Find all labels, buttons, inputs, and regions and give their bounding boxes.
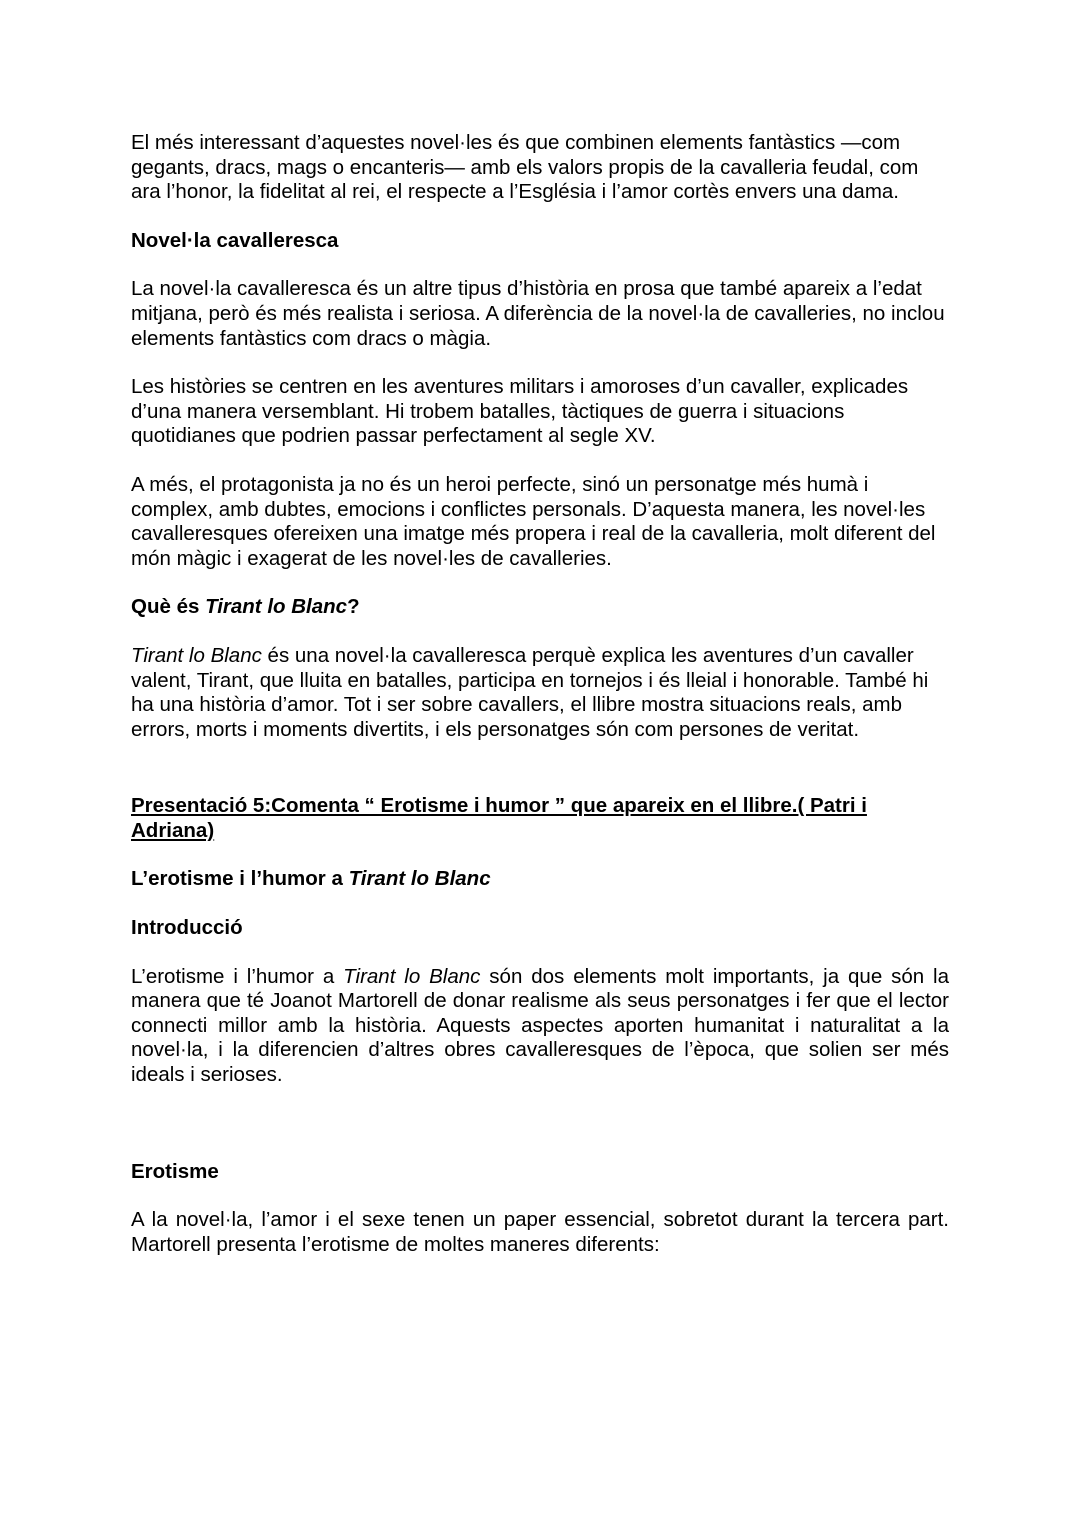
- paragraph-novella-definition: La novel·la cavalleresca és un altre tipus d’història en prosa que també apareix a l’edat mitjana, però és més realista i seriosa. A diferència de la novel·la de cavalleries, no inclou elements fantàstics com dracs o màgia.: [131, 277, 945, 350]
- document-page: [131, 131, 949, 1281]
- presentation-heading: Presentació 5:Comenta “ Erotisme i humor ” que apareix en el llibre.( Patri i Adriana): [131, 794, 867, 842]
- paragraph-tirant-definition: [131, 644, 949, 742]
- paragraph-tirant-text: és una novel·la cavalleresca perquè explica les aventures d’un cavaller valent, Tirant, que lluita en batalles, participa en tornejos i és lleial i honorable. També hi ha una història d’amor. Tot i ser sobre cavallers, el llibre mostra situacions reals, amb errors, morts i moments divertits, i els personatges són com persones de veritat.: [131, 643, 929, 741]
- heading-que-es-prefix: Què és: [131, 595, 206, 619]
- paragraph-erotisme: A la novel·la, l’amor i el sexe tenen un paper essencial, sobretot durant la tercera part. Martorell presenta l’erotisme de moltes maneres diferents:: [131, 1208, 949, 1256]
- paragraph-intro-b: són dos elements molt importants, ja que són la manera que té Joanot Martorell de donar realisme als seus personatges i fer que el lector connecti millor amb la història. Aquests aspectes aporten humanitat i naturalitat a la novel·la, i la diferencien d’altres obres cavalleresques de l’època, que solien ser més ideals i serioses.: [131, 964, 950, 1087]
- paragraph-intro-a: L’erotisme i l’humor a: [131, 964, 344, 988]
- heading-que-es-tirant: [131, 595, 949, 620]
- heading-erotisme-humor: [131, 867, 949, 892]
- heading-introduccio: Introducció: [131, 916, 243, 940]
- paragraph-tirant-title: Tirant lo Blanc: [131, 643, 262, 667]
- heading-que-es-title: Tirant lo Blanc: [205, 595, 348, 619]
- paragraph-introduccio: [131, 965, 949, 1088]
- heading-que-es-suffix: ?: [347, 595, 360, 619]
- paragraph-intro-title: Tirant lo Blanc: [343, 964, 481, 988]
- paragraph-military-adventures: Les històries se centren en les aventures militars i amoroses d’un cavaller, explicades d’una manera versemblant. Hi trobem batalles, tàctiques de guerra i situacions quotidianes que podrien passar perfectament al segle XV.: [131, 375, 909, 448]
- heading-novella-cavalleresca: Novel·la cavalleresca: [131, 228, 339, 252]
- paragraph-protagonist: A més, el protagonista ja no és un heroi perfecte, sinó un personatge més humà i complex, amb dubtes, emocions i conflictes personals. D’aquesta manera, les novel·les cavalleresques ofereixen una imatge més propera i real de la cavalleria, molt diferent del món màgic i exagerat de les novel·les de cavalleries.: [131, 472, 936, 570]
- heading-erotisme-humor-prefix: L’erotisme i l’humor a: [131, 867, 349, 891]
- heading-erotisme-humor-title: Tirant lo Blanc: [348, 867, 491, 891]
- heading-erotisme: Erotisme: [131, 1159, 219, 1183]
- paragraph-fantastic-elements: El més interessant d’aquestes novel·les és que combinen elements fantàstics —com gegants, dracs, mags o encanteris— amb els valors propis de la cavalleria feudal, com ara l’honor, la fidelitat al rei, el respecte a l’Església i l’amor cortès envers una dama.: [131, 131, 919, 204]
